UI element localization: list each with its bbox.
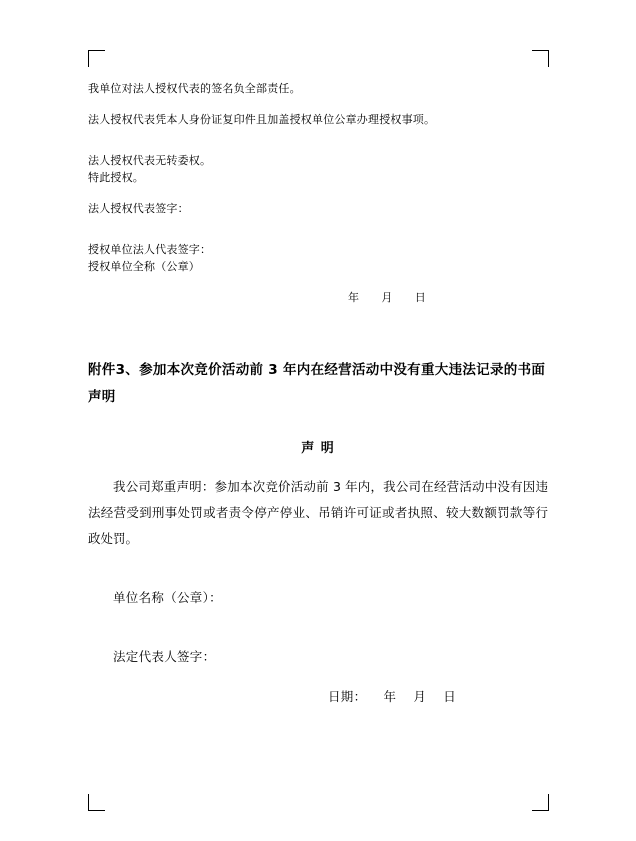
- crop-mark-bottom-left: [88, 794, 105, 811]
- authorizing-unit-full-name-field: 授权单位全称（公章）: [88, 260, 200, 274]
- attachment-heading: 附件3、参加本次竞价活动前 3 年内在经营活动中没有重大违法记录的书面声明: [88, 362, 546, 406]
- authorization-rep-signature-field: 法人授权代表签字：: [88, 202, 189, 216]
- declaration-title: 声 明: [301, 441, 335, 457]
- declaration-date-line: 日期： 年 月 日: [328, 689, 457, 705]
- crop-mark-top-left: [88, 50, 105, 67]
- crop-mark-bottom-right: [532, 794, 549, 811]
- authorization-date-line: 年 月 日: [348, 291, 426, 305]
- authorization-line-3: 法人授权代表无转委权。: [88, 154, 212, 168]
- authorization-line-2: 法人授权代表凭本人身份证复印件且加盖授权单位公章办理授权事项。: [88, 113, 436, 127]
- authorizing-unit-legal-rep-signature-field: 授权单位法人代表签字：: [88, 243, 212, 257]
- authorization-line-1: 我单位对法人授权代表的签名负全部责任。: [88, 82, 301, 95]
- company-name-field: 单位名称（公章）：: [113, 590, 222, 606]
- document-content: [88, 80, 548, 718]
- authorization-line-4: 特此授权。: [88, 171, 144, 185]
- crop-mark-top-right: [532, 50, 549, 67]
- legal-representative-signature-field: 法定代表人签字：: [113, 649, 216, 665]
- declaration-body: 我公司郑重声明：参加本次竞价活动前 3 年内，我公司在经营活动中没有因违法经营受到刑事处罚或者责令停产停业、吊销许可证或者执照、较大数额罚款等行政处罚。: [88, 479, 548, 546]
